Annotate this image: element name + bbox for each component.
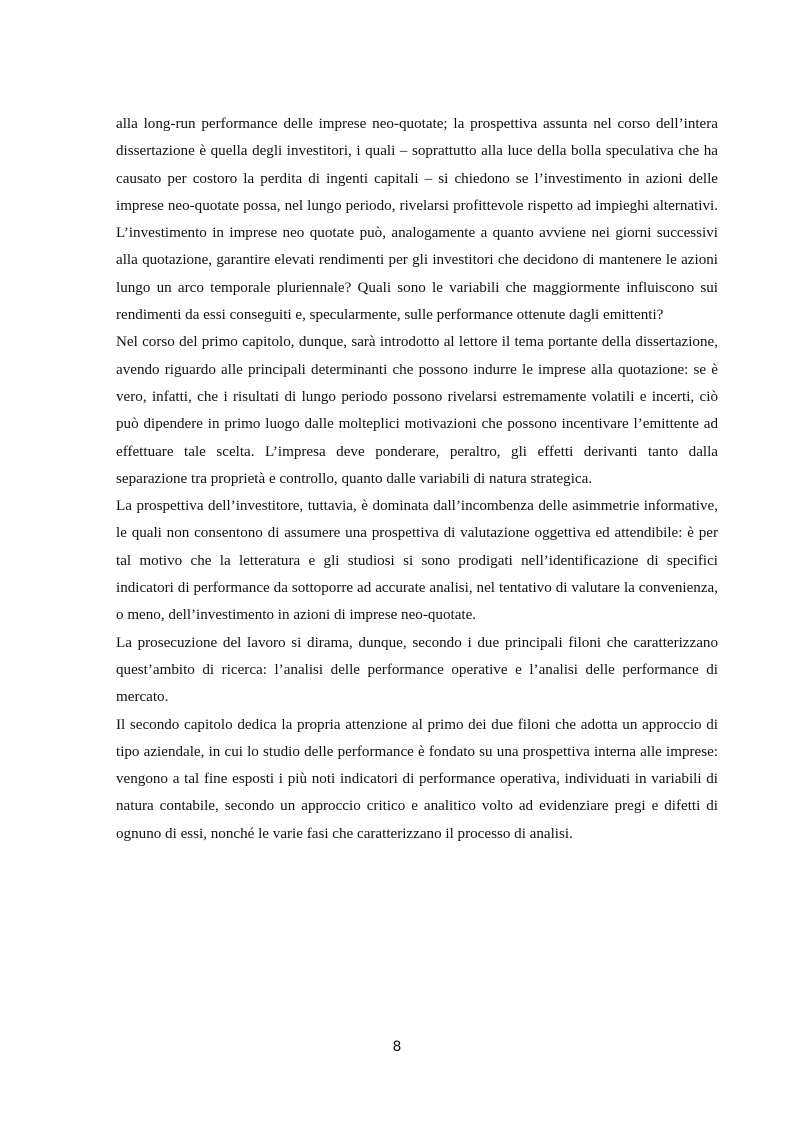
body-text [116, 111, 718, 848]
page-number: 8 [392, 1039, 402, 1055]
paragraph-secondo-capitolo: Il secondo capitolo dedica la propria attenzione al primo dei due filoni che adotta un approccio di tipo aziendale, in cui lo studio delle performance è fondato su una prospettiva interna alle imprese: vengono a tal fine esposti i più noti indicatori di performance operativa, individuati in variabili di natura contabile, secondo un approccio critico e analitico volto ad evidenziare pregi e difetti di ognuno di essi, nonché le varie fasi che caratterizzano il processo di analisi. [116, 716, 718, 842]
paragraph-primo-capitolo: Nel corso del primo capitolo, dunque, sarà introdotto al lettore il tema portante della dissertazione, avendo riguardo alle principali determinanti che possono indurre le imprese alla quotazione: se è vero, infatti, che i risultati di lungo periodo possono rivelarsi estremamente volatili e incerti, ciò può dipendere in primo luogo dalle molteplici motivazioni che possono incentivare l’emittente ad effettuare tale scelta. L’impresa deve ponderare, peraltro, gli effetti derivanti tanto dalla separazione tra proprietà e controllo, quanto dalle variabili di natura strategica. [116, 334, 718, 487]
paragraph-prosecuzione-lavoro: La prosecuzione del lavoro si dirama, dunque, secondo i due principali filoni che caratterizzano quest’ambito di ricerca: l’analisi delle performance operative e l’analisi delle performance di mercato. [116, 634, 718, 706]
paragraph-prospettiva-investitore: La prospettiva dell’investitore, tuttavia, è dominata dall’incombenza delle asimmetrie informative, le quali non consentono di assumere una prospettiva di valutazione oggettiva ed attendibile: è per tal motivo che la letteratura e gli studiosi si sono prodigati nell’identificazione di specifici indicatori di performance da sottoporre ad accurate analisi, nel tentativo di valutare la convenienza, o meno, dell’investimento in azioni di imprese neo-quotate. [116, 498, 718, 624]
paragraph-long-run-performance: alla long-run performance delle imprese neo-quotate; la prospettiva assunta nel corso dell’intera dissertazione è quella degli investitori, i quali – soprattutto alla luce della bolla speculativa che ha causato per costoro la perdita di ingenti capitali – si chiedono se l’investimento in azioni delle imprese neo-quotate possa, nel lungo periodo, rivelarsi profittevole rispetto ad impieghi alternativi. L’investimento in imprese neo quotate può, analogamente a quanto avviene nei giorni successivi alla quotazione, garantire elevati rendimenti per gli investitori che decidono di mantenere le azioni lungo un arco temporale pluriennale? Quali sono le variabili che maggiormente influiscono sui rendimenti da essi conseguiti e, specularmente, sulle performance ottenute dagli emittenti? [116, 116, 718, 324]
